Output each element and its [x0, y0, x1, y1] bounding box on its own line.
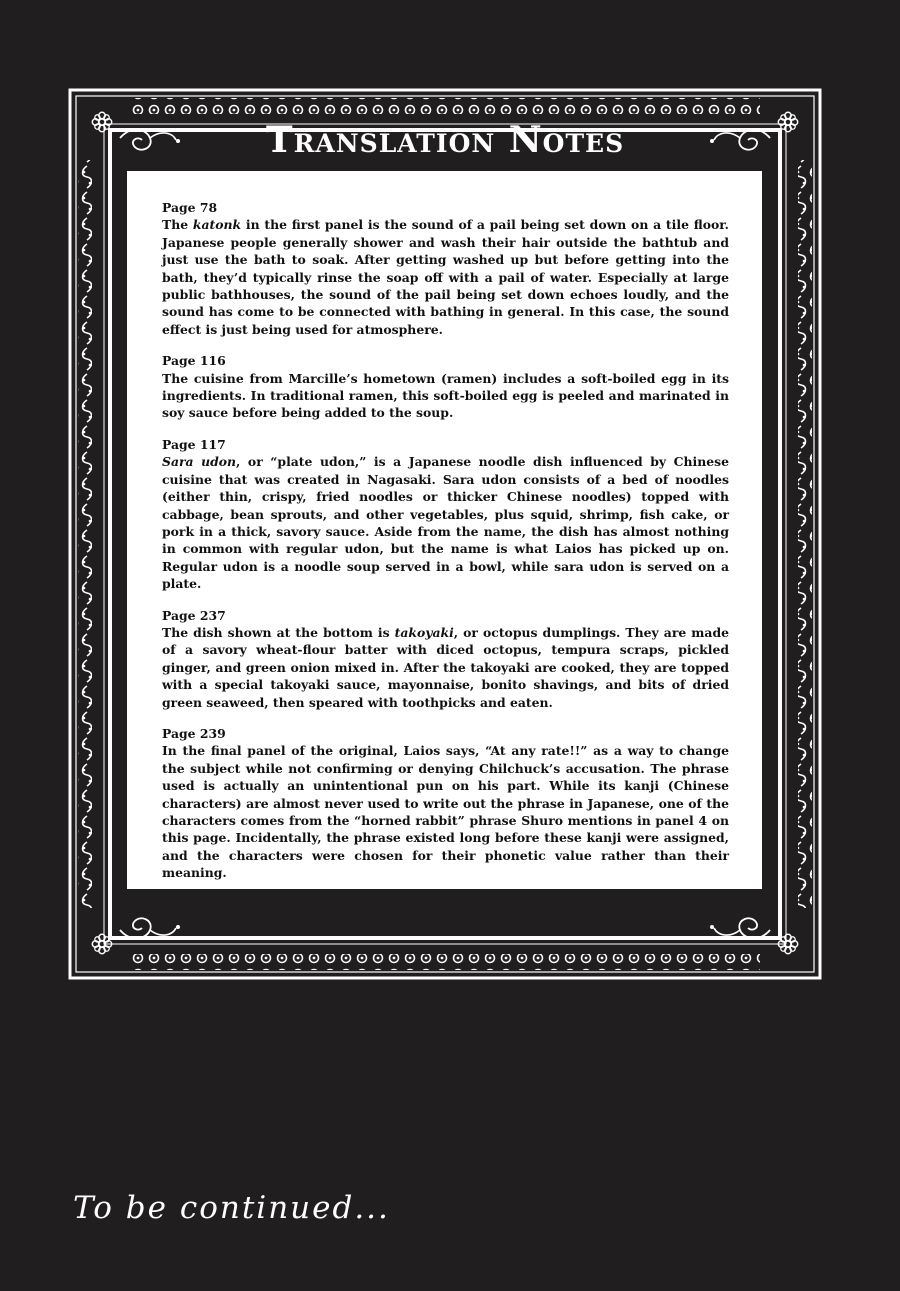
note-text: , or octopus dumplings. They are made of a savory wheat-flour batter with diced octopus, tempura scraps, pickled ginger, and green onion mixed in. After the takoyaki are cooked, they are topped with a special takoyaki sauce, mayonnaise, bonito shavings, and bits of dried green seaweed, then speared with toothpicks and eaten.	[162, 624, 729, 710]
note-item	[162, 725, 729, 882]
note-text: The cuisine from Marcille’s hometown (ramen) includes a soft-boiled egg in its ingredients. In traditional ramen, this soft-boiled egg is peeled and marinated in soy sauce before being added to the soup.	[162, 370, 729, 421]
note-text: , or “plate udon,” is a Japanese noodle dish influenced by Chinese cuisine that was created in Nagasaki. Sara udon consists of a bed of noodles (either thin, crispy, fried noodles or thicker Chinese noodles) topped with cabbage, bean sprouts, and other vegetables, plus squid, shrimp, fish cake, or pork in a thick, savory sauce. Aside from the name, the dish has almost nothing in common with regular udon, but the name is what Laios has picked up on. Regular udon is a noodle soup served in a bowl, while sara udon is served on a plate.	[162, 454, 729, 592]
note-item	[162, 436, 729, 593]
note-text: In the final panel of the original, Laios says, “At any rate!!” as a way to change the subject while not confirming or denying Chilchuck’s accusation. The phrase used is actually an unintentional pun on his part. While its kanji (Chinese characters) are almost never used to write out the phrase in Japanese, one of the characters comes from the “horned rabbit” phrase Shuro mentions in panel 4 on this page. Incidentally, the phrase existed long before these kanji were assigned, and the characters were chosen for their phonetic value rather than their meaning.	[162, 743, 729, 881]
note-item	[162, 607, 729, 711]
note-item	[162, 199, 729, 338]
note-text: in the first panel is the sound of a pail being set down on a tile floor. Japanese people generally shower and wash their hair outside the bathtub and just use the bath to soak. After getting washed up but before getting into the bath, they’d typically rinse the soap off with a pail of water. Especially at large public bathhouses, the sound of the pail being set down echoes loudly, and the sound has come to be connected with bathing in general. In this case, the sound effect is just being used for atmosphere.	[162, 217, 729, 337]
note-page-label: Page 78	[162, 200, 218, 215]
note-page-label: Page 117	[162, 436, 226, 452]
to-be-continued: To be continued...	[73, 1190, 390, 1226]
note-emphasis: katonk	[192, 217, 242, 233]
note-page-label: Page 237	[162, 607, 226, 623]
note-text: The dish shown at the bottom is	[162, 624, 395, 640]
note-emphasis: takoyaki	[394, 624, 454, 640]
page-title: Translation Notes	[265, 119, 625, 161]
notes-panel	[127, 171, 762, 889]
note-page-label: Page 239	[162, 725, 226, 741]
note-item	[162, 352, 729, 422]
note-page-label: Page 116	[162, 353, 226, 369]
note-emphasis: Sara udon	[162, 454, 237, 470]
note-text: The	[162, 217, 193, 233]
